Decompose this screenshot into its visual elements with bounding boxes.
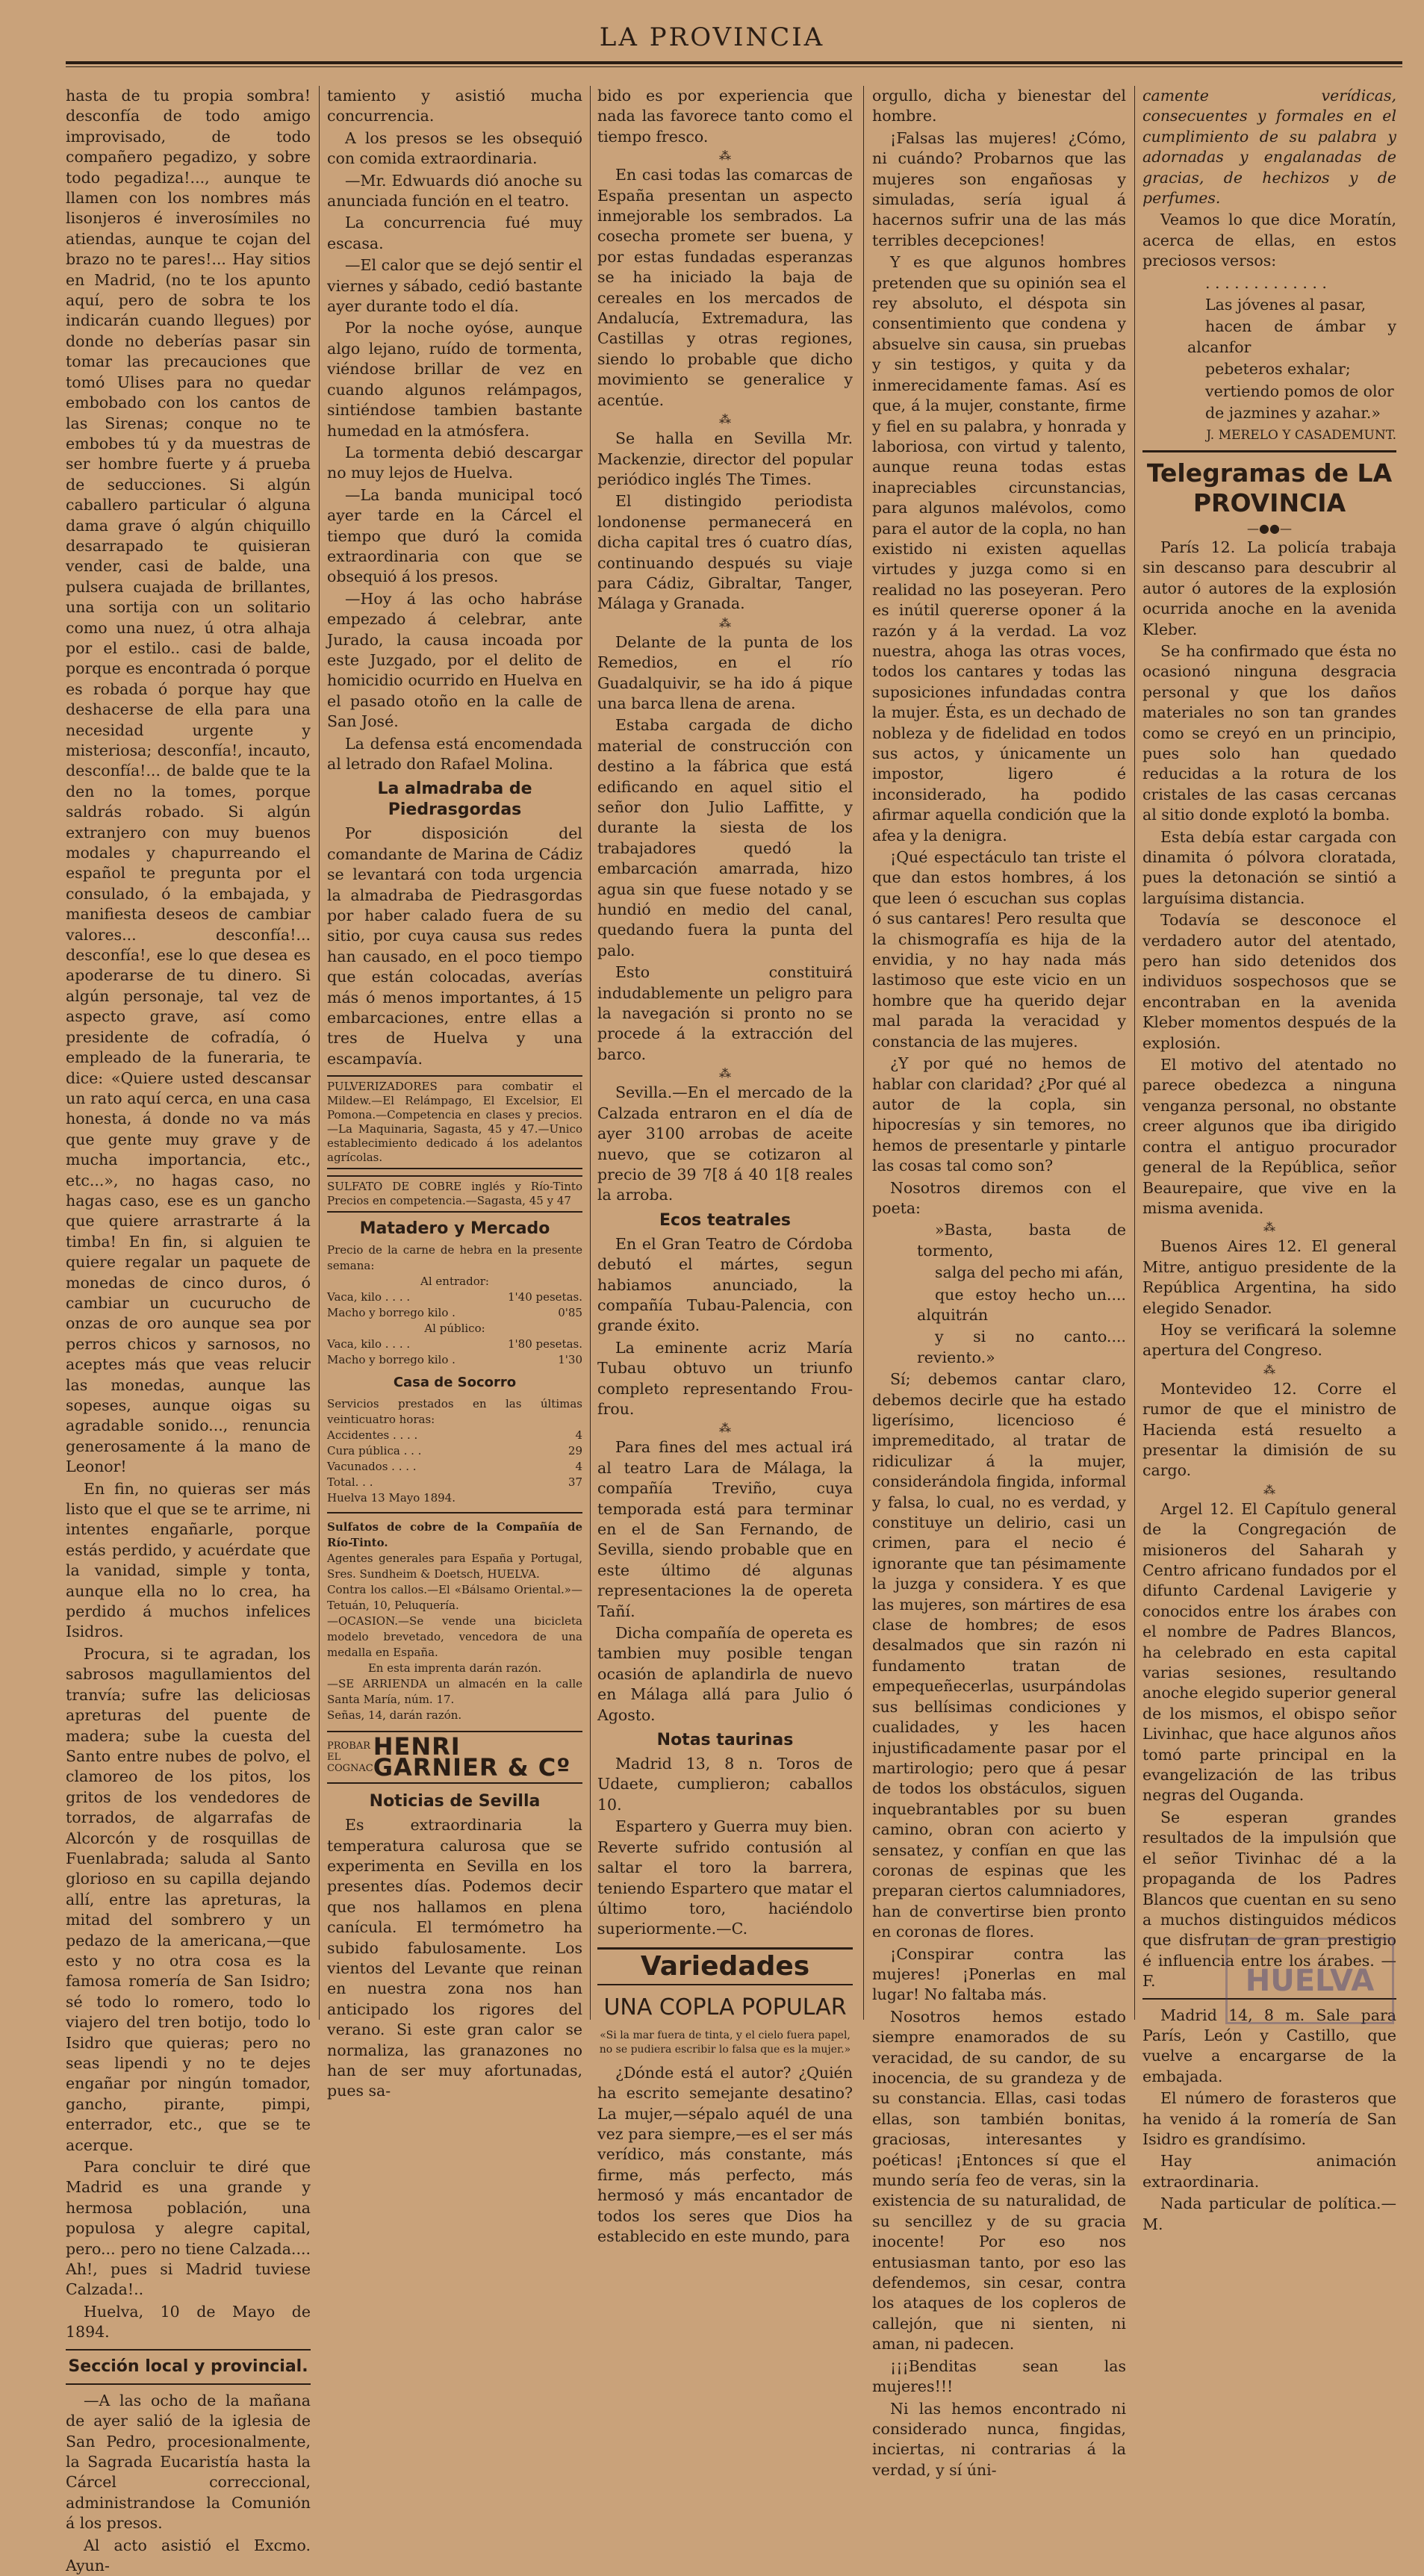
article-paragraph: Nosotros diremos con el poeta: [872,1178,1126,1217]
article-paragraph: Madrid 14, 8 m. Sale para París, León y Castillo, que vuelve a encargarse de la embajada. [1142,2006,1396,2085]
article-paragraph: Esto constituirá indudablemente un peligro para la navegación si pronto no se procede á la extracción del barco. [597,963,853,1063]
table-subheading: Al público: [424,1322,485,1336]
table-row [327,1459,582,1475]
ad-brand: HENRI GARNIER & Cº [373,1732,571,1782]
advertisement: SULFATO DE COBRE inglés y Río-Tinto Precios en competencia.—Sagasta, 45 y 47 [327,1175,582,1213]
table-value: 1'40 pesetas. [507,1290,582,1304]
article-paragraph: ¡Falsas las mujeres! ¿Cómo, ni cuándo? Probarnos que las mujeres son engañosas y simuladas, sería igual á hacernos sufrir una de las más terribles decepciones! [872,128,1126,249]
article-paragraph: En casi todas las comarcas de España presentan un aspecto inmejorable los sembrados. La cosecha promete ser buena, y por estas fundadas esperanzas se ha iniciado la baja de cereales en los mercados de Andalucía, Extremadura, las Castillas y otras regiones, siendo lo probable que dicho movimiento se generalice y acentúe. [597,166,853,409]
article-paragraph: —La banda municipal tocó ayer tarde en la Cárcel el tiempo que duró la comida extraordinaria con que se obsequió á los presos. [327,485,582,586]
article-paragraph: Sí; debemos cantar claro, debemos decirle que ha estado ligerísimo, licencioso é impremeditado, al tratar de ridiculizar á la mujer, considerándola fingida, informal y falsa, lo cual, no es verdad, y constituye un delirio, casi un crimen, para el necio é ignorante que tan pésimamente la juzga y considera. Y es que las mujeres, son mártires de esa clase de hombres; de esos desalmados que sin razón ni fundamento tratan de empequeñecerlas, usurpándolas sus bellísimas condiciones y cualidades, y les hacen injustificadamente pasar por el martirologio; pero que á pesar de todos los obstáculos, siguen inquebrantables por su buen camino, obran con acierto y sensatez, y confían en que las coronas de espinas que les preparan ciertos calumniadores, han de convertirse bien pronto en coronas de flores. [872,1370,1126,1941]
table-value: 0'85 [558,1306,582,1320]
verse-line: salga del pecho mi afán, [935,1263,1124,1282]
epigraph: «Si la mar fuera de tinta, y el cielo fuera papel, no se pudiera escribir lo falsa que es la mujer.» [599,2029,851,2056]
matadero-heading: Matadero y Mercado [359,1219,550,1239]
table-row [327,1443,582,1459]
table-label: Vaca, kilo . . . . [327,1337,411,1351]
table-value: 4 [575,1428,582,1443]
article-paragraph: Buenos Aires 12. El general Mitre, antiguo presidente de la República Argentina, ha sido elegido Senador. [1142,1237,1396,1317]
table-row [327,1428,582,1443]
article-paragraph: El número de forasteros que ha venido á la romería de San Isidro es grandísimo. [1142,2089,1396,2148]
table-intro: Precio de la carne de hebra en la presente semana: [327,1243,582,1273]
article-paragraph: Espartero y Guerra muy bien. Reverte sufrido contusión al saltar el toro la barrera, teniendo Espartero que matar el último toro, haciéndolo superiormente.—C. [597,1817,853,1938]
article-paragraph: Hoy se verificará la solemne apertura del Congreso. [1142,1320,1396,1360]
table-value: 4 [575,1460,582,1474]
article-paragraph: Al acto asistió el Excmo. Ayun- [66,2536,311,2575]
article-paragraph: Nosotros hemos estado siempre enamorados de su veracidad, de su candor, de su inocencia, de su grandeza y de su constancia. Ellas, casi todas ellas, son también bonitas, graciosas, interesantes y poéticas! ¡Entonces sí que el mundo sería feo de veras, sin la existencia de su naturalidad, de su sencillez y de su gracia inocente! Por eso nos entusiasman tanto, por eso las defendemos, sin cesar, contra los ataques de los copleros de callejón, que ni sienten, ni aman, ni padecen. [872,2007,1126,2353]
library-stamp: HUELVA [1225,1938,1394,2024]
verse-line: Las jóvenes al pasar, [1205,296,1367,314]
article-paragraph: Nada particular de política.—M. [1142,2194,1396,2233]
article-paragraph: orgullo, dicha y bienestar del hombre. [872,87,1126,125]
article-paragraph: Y es que algunos hombres pretenden que su opinión sea el rey absoluto, el déspota sin consentimiento que condena y absuelve sin causa, sin pruebas y sin testigos, y quita y da inmerecidamente famas. Así es que, á la mujer, constante, firme y fiel en su palabra, y honrada y laboriosa, con virtud y talento, aunque reuna todas estas inapreciables circunstancias, para algunos malévolos, como para el autor de la copla, no han existido ni existen aquellas virtudes y juzga como si en realidad no las poseyeran. Pero es inútil quererse oponer á la razón y á la verdad. La voz nuestra, ahoga las otras voces, todos los cantares y todas las suposiciones infundadas contra la mujer. Ésta, es un dechado de nobleza y de fidelidad en todos sus actos, y únicamente un impostor, ligero é inconsiderado, ha podido afirmar aquella condición que la afea y la denigra. [872,253,1126,844]
divider [66,2349,311,2351]
verse-line: que estoy hecho un.... alquitrán [917,1285,1126,1324]
column-divider [1134,86,1135,2020]
article-paragraph: Montevideo 12. Corre el rumor de que el ministro de Hacienda está resuelto a presentar la dimisión de su cargo. [1142,1379,1396,1480]
article-paragraph: Se halla en Sevilla Mr. Mackenzie, director del popular periódico inglés The Times. [597,429,853,488]
article-paragraph: hasta de tu propia sombra! desconfía de todo amigo improvisado, de todo compañero pegadizo, y sobre todo pegadiza!..., aunque te llamen con los nombres más lisonjeros é inverosímiles no atiendas, aunque te cojan del brazo no te pares!... Hay sitios en Madrid, (no te los apunto aquí, pero de sobra te los indicarán cuando llegues) por donde no deberías pasar sin tomar las precauciones que tomó Ulises para no quedar embobado con los cantos de las Sirenas; conque no te embobes tú y da muestras de ser hombre fuerte y á prueba de seducciones. Si algún caballero particular ó alguna dama grave ó algún chiquillo desarrapado te quisieran vender, casi de balde, una pulsera cuajada de brillantes, una sortija con un solitario como una nuez, ú otra alhaja por el estilo.. casi de balde, porque es encontrada ó porque es robada ó porque hay que deshacerse de ella para una necesidad urgente y misteriosa; desconfía!, incauto, desconfía!... de balde que te la den no la tomes, porque saldrás robado. Si algún extranjero con muy buenos modales y chapurreando el español te pregunta por el consulado, ó la embajada, y manifiesta deseos de cambiar valores... desconfía!... desconfía!, ese lo que desea es apoderarse de tu dinero. Si algún personaje, tal vez de aspecto grave, así como presidente de cofradía, ó empleado de la funeraria, te dice: «Quiere usted descansar un rato aquí cerca, en una casa honesta, á donde no va más que gente muy grave y de mucha importancia, etc., etc...», no hagas caso, no hagas caso, ese es un gancho que quiere arrastrarte á la timba! En fin, si alguien te quiere regalar un paquete de monedas de cinco duros, ó cambiar un cucurucho de onzas de oro aunque sea por perros chicos y sarnosos, no aceptes más que veas relucir las monedas, aunque las sopeses, aunque oigas su agradable sonido..., renuncia generosamente á la mano de Leonor! [66,87,311,1476]
dateline: Huelva, 10 de Mayo de 1894. [66,2302,311,2342]
article-paragraph: ¿Y por qué no hemos de hablar con claridad? ¿Por qué al autor de la copla, sin hipocresías y sin temores, no hemos de presentarle y pintarle las cosas tal como son? [872,1054,1126,1175]
garnier-advertisement [327,1731,582,1784]
ad-body: En esta imprenta darán razón. [367,1661,542,1676]
column-4 [872,86,1126,2479]
table-row [327,1289,582,1305]
verse-line: pebeteros exhalar; [1205,360,1351,379]
ad-title: Sulfatos de cobre de la Compañía de Río-Tinto. [327,1520,582,1550]
article-paragraph: Argel 12. El Capítulo general de la Congregación de misioneros del Saharah y Centro africano fundados por el difunto Cardenal Lavigerie y conocidos entre los árabes con el nombre de Padres Blancos, ha celebrado en esta capital varias sesiones, resultando anoche elegido superior general de los mismos, el obispo señor Livinhac, que hace algunos años tomó parte principal en la evangelización de las tribus negras del Ouganda. [1142,1499,1396,1805]
ecos-heading: Ecos teatrales [659,1210,791,1230]
table-row [327,1305,582,1321]
article-paragraph: Estaba cargada de dicho material de construcción con destino a la fábrica que está edificando en aquel sitio el señor don Julio Laffitte, y durante la siesta de los trabajadores quedó la embarcación amarrada, hizo agua sin que fuese notado y se hundió en medio del canal, quedando fuera la punta del palo. [597,716,853,959]
masthead: LA PROVINCIA [599,22,825,52]
column-divider [319,86,320,2020]
article-paragraph: ¡Qué espectáculo tan triste el que dan estos hombres, á los que leen ó escuchan sus coplas ó sus cantares! Pero resulta que la chismografía es hija de la envidia, y no hay nada más lastimoso que este vicio en un hombre que ha querido dejar mal parada la veracidad y constancia de las mujeres. [872,848,1126,1051]
asterism: ⁂ [719,1066,731,1081]
almadraba-heading: La almadraba de Piedrasgordas [377,780,532,820]
table-value: 29 [568,1444,582,1458]
table-label: Accidentes . . . . [327,1428,418,1443]
article-paragraph: Sevilla.—En el mercado de la Calzada entraron en el día de ayer 3100 arrobas de aceite nuevo, que se cotizaron al precio de 39 7[8 á 40 1[8 reales la arroba. [597,1083,853,1204]
variedades-heading: Variedades [597,1947,853,1985]
article-paragraph: Veamos lo que dice Moratín, acerca de ellas, en estos preciosos versos: [1142,211,1396,270]
article-paragraph: La eminente acriz María Tubau obtuvo un triunfo completo representando Frou-frou. [597,1338,853,1418]
telegramas-heading: Telegramas de LA PROVINCIA [1142,450,1396,518]
verse-line: vertiendo pomos de olor [1205,382,1394,400]
asterism: ⁂ [719,149,731,164]
asterism: ⁂ [1263,1220,1275,1235]
article-paragraph: camente verídicas, consecuentes y formales en el cumplimiento de su palabra y adornadas y engalanadas de gracias, de hechizos y de perfumes. [1142,87,1396,208]
table-value: 1'30 [558,1353,582,1367]
verse-line: de jazmines y azahar.» [1205,404,1381,423]
article-paragraph: —Hoy á las ocho habráse empezado á celebrar, ante Jurado, la causa incoada por este Juzgado, por el delito de homicidio ocurrido en Huelva en el pasado otoño en la calle de San José. [327,589,582,731]
advertisement: PULVERIZADORES para combatir el Mildew.—El Relámpago, El Excelsior, El Pomona.—Competencia en clases y precios.—La Maquinaria, Sagasta, 45 y 47.—Unico establecimiento dedicado á los adelantos agrícolas. [327,1075,582,1169]
article-paragraph: —A las ocho de la mañana de ayer salió de la iglesia de San Pedro, procesionalmente, la Sagrada Eucaristía hasta la Cárcel correccional, administrandose la Comunión á los presos. [66,2391,311,2533]
ad-body: —SE ARRIENDA un almacén en la calle Santa María, núm. 17. [327,1677,582,1707]
column-3 [597,86,853,2245]
article-paragraph: A los presos se les obsequió con comida extraordinaria. [327,128,582,168]
asterism: ⁂ [719,412,731,427]
article-paragraph: En el Gran Teatro de Córdoba debutó el mártes, segun habiamos anunciado, la compañía Tubau-Palencia, con grande éxito. [597,1234,853,1335]
article-paragraph: Es extraordinaria la temperatura calurosa que se experimenta en Sevilla en los presentes días. Podemos decir que nos hallamos en plena canícula. El termómetro ha subido fabulosamente. Los vientos del Levante que reinan en nuestra zona nos han anticipado los rigores del verano. Si este gran calor se normaliza, las granazones no han de ser muy afortunadas, pues sa- [327,1816,582,2100]
table-intro: Servicios prestados en las últimas veinticuatro horas: [327,1397,582,1427]
article-paragraph: Procura, si te agradan, los sabrosos magullamientos del tranvía; sufre las deliciosas apreturas del puente de madera; sube la cuesta del Santo entre nubes de polvo, el clamoreo de los pitos, los gritos de los vendedores de torrados, de algarrafas de Alcorcón y de rosquillas de Fuenlabrada; saluda al Santo glorioso en su capilla dejando allí, entre las apreturas, la mitad del sombrero y un pedazo de la americana,—que esto y no otra cosa es la famosa romería de San Isidro; sé todo lo romero, todo lo viajero del tren botijo, todo lo Isidro que quieras; pero no seas lipendi y no te dejes engañar por ningún tomador, gancho, pirante, pimpi, enterrador, etc., que se te acerque. [66,1644,311,2154]
article-paragraph: Ni las hemos encontrado ni considerado nunca, fingidas, inciertas, ni contrarias á la verdad, y sí úni- [872,2399,1126,2479]
verse-line: y si no canto.... reviento.» [917,1328,1126,1366]
verse-line: hacen de ámbar y alcanfor [1187,317,1396,356]
article-paragraph: Hay animación extraordinaria. [1142,2152,1396,2191]
article-paragraph: París 12. La policía trabaja sin descanso para descubrir al autor ó autores de la explosión ocurrida anoche en la avenida Kleber. [1142,538,1396,638]
article-paragraph: Por disposición del comandante de Marina de Cádiz se levantará con toda urgencia la almadraba de Piedrasgordas por haber calado fuera de su sitio, por cuya causa sus redes han causado, en el poco tiempo que están colocadas, averías más ó menos importantes, á 15 embarcaciones, entre ellas a tres de Huelva y una escampavía. [327,824,582,1068]
table-label: Total. . . [327,1475,373,1490]
asterism: ⁂ [1263,1362,1275,1377]
verse-line: »Basta, basta de tormento, [917,1221,1126,1260]
ad-body: Señas, 14, darán razón. [327,1708,462,1723]
asterism: ⁂ [1263,1482,1275,1497]
table-subheading: Al entrador: [420,1275,489,1289]
ad-body: —OCASION.—Se vende una bicicleta modelo brevetado, vencedora de una medalla en España. [327,1614,582,1660]
column-divider [590,86,591,2020]
copla-heading: UNA COPLA POPULAR [603,1994,847,2020]
article-paragraph: Delante de la punta de los Remedios, en el río Guadalquivir, se ha ido á pique una barca llena de arena. [597,632,853,712]
article-paragraph: Para fines del mes actual irá al teatro Lara de Málaga, la compañía Treviño, cuya temporada está para terminar en el de San Fernando, de Sevilla, siendo probable que en este último dé algunas representaciones la de opereta Tañí. [597,1438,853,1620]
asterism: ⁂ [719,1421,731,1436]
article-paragraph: Madrid 13, 8 n. Toros de Udaete, cumplieron; caballos 10. [597,1755,853,1814]
article-paragraph: ¡¡¡Benditas sean las mujeres!!! [872,2356,1126,2396]
table-row [327,1337,582,1352]
socorro-table [327,1396,582,1506]
column-2 [327,86,582,2100]
article-paragraph: La concurrencia fué muy escasa. [327,214,582,252]
article-paragraph: ¿Dónde está el autor? ¿Quién ha escrito semejante desatino? La mujer,—sépalo aquél de una vez para siempre,—es el ser más verídico, más constante, más firme, más perfecto, más hermosó y más encantador de todos los seres que Dios ha establecido en este mundo, para [597,2063,853,2245]
section-title: Sección local y provincial. [68,2356,308,2376]
article-paragraph: El distingido periodista londonense permanecerá en dicha capital tres ó cuatro días, continuando después su viaje para Cádiz, Gibraltar, Tanger, Málaga y Granada. [597,492,853,613]
sevilla-heading: Noticias de Sevilla [369,1792,541,1811]
article-paragraph: Dicha compañía de opereta es tambien muy posible tengan ocasión de aplandirla de nuevo en Málaga allá para Julio ó Agosto. [597,1624,853,1724]
article-paragraph: Se ha confirmado que ésta no ocasionó ninguna desgracia personal y que los daños materiales no son tan grandes como se creyó en un principio, pues solo han quedado reducidas a la rotura de los cristales de las casas cercanas al sitio donde explotó la bomba. [1142,641,1396,824]
divider [327,1512,582,1513]
article-paragraph: Se esperan grandes resultados de la impulsión que el señor Tivinhac dé a la propaganda de los Padres Blancos que cuentan en su seno a muchos distinguidos médicos que disfrutan de gran prestigio é influencia entre los árabes. —F. [1142,1808,1396,1991]
signature: J. MERELO Y CASADEMUNT. [1206,427,1396,443]
article-paragraph: —El calor que se dejó sentir el viernes y sábado, cedió bastante ayer durante todo el día. [327,256,582,316]
article-paragraph: bido es por experiencia que nada las favorece tanto como el tiempo fresco. [597,87,853,146]
ad-small-text: PROBAR EL COGNAC [327,1740,373,1775]
socorro-heading: Casa de Socorro [393,1375,517,1391]
article-paragraph: Para concluir te diré que Madrid es una grande y hermosa población, una populosa y alegre capital, pero... pero no tiene Calzada.... Ah!, pues si Madrid tuviese Calzada!.. [66,2158,311,2299]
column-5 [1142,86,1396,2233]
table-label: Macho y borrego kilo . [327,1306,456,1320]
advertisement [327,1519,582,1723]
ad-body: Contra los callos.—El «Bálsamo Oriental.»—Tetuán, 10, Peluquería. [327,1583,582,1613]
table-row [327,1352,582,1368]
asterism: ⁂ [719,615,731,630]
table-label: Cura pública . . . [327,1444,422,1458]
price-table [327,1242,582,1368]
article-paragraph: La defensa está encomendada al letrado don Rafael Molina. [327,734,582,773]
article-paragraph: tamiento y asistió mucha concurrencia. [327,87,582,125]
article-paragraph: El motivo del atentado no parece obedezca a ninguna venganza personal, no obstante creer algunos que iba dirigido contra el antiguo procurador general de la República, señor Beaurepaire, que vive en la misma avenida. [1142,1056,1396,1217]
table-label: Vacunados . . . . [327,1460,417,1474]
ad-body: Agentes generales para España y Portugal, Sres. Sundheim & Doetsch, HUELVA. [327,1552,582,1581]
masthead-rule [66,61,1402,67]
article-paragraph: Por la noche oyóse, aunque algo lejano, ruído de tormenta, viéndose brillar de vez en cuando algunos relámpagos, sintiéndose tambien bastante humedad en la atmósfera. [327,319,582,440]
toros-heading: Notas taurinas [656,1731,794,1750]
column-divider [863,86,864,2020]
table-label: Vaca, kilo . . . . [327,1290,411,1304]
verse-dots: . . . . . . . . . . . . . [1205,273,1327,292]
article-paragraph: Todavía se desconoce el verdadero autor del atentado, pero han sido detenidos dos individuos sospechosos que se encontraban en la avenida Kleber momentos después de la explosión. [1142,911,1396,1052]
divider [66,2383,311,2385]
table-label: Macho y borrego kilo . [327,1353,456,1367]
article-paragraph: Esta debía estar cargada con dinamita ó pólvora cloratada, pues la detonación se sintió a larguísima distancia. [1142,827,1396,907]
article-paragraph: ¡Conspirar contra las mujeres! ¡Ponerlas en mal lugar! No faltaba más. [872,1944,1126,2004]
table-date: Huelva 13 Mayo 1894. [327,1491,456,1505]
column-1 [66,86,311,2575]
article-paragraph: La tormenta debió descargar no muy lejos de Huelva. [327,443,582,482]
article-paragraph: —Mr. Edwuards dió anoche su anunciada función en el teatro. [327,171,582,211]
table-row [327,1475,582,1490]
ornament: —●●— [1247,520,1292,535]
table-value: 1'80 pesetas. [507,1337,582,1351]
table-value: 37 [568,1475,582,1490]
article-paragraph: En fin, no quieras ser más listo que el que se te arrime, ni intentes engañarle, porque estás perdido, y acuérdate que la vanidad, simple y tonta, aunque ella no lo crea, ha perdido á muchos infelices Isidros. [66,1479,311,1641]
